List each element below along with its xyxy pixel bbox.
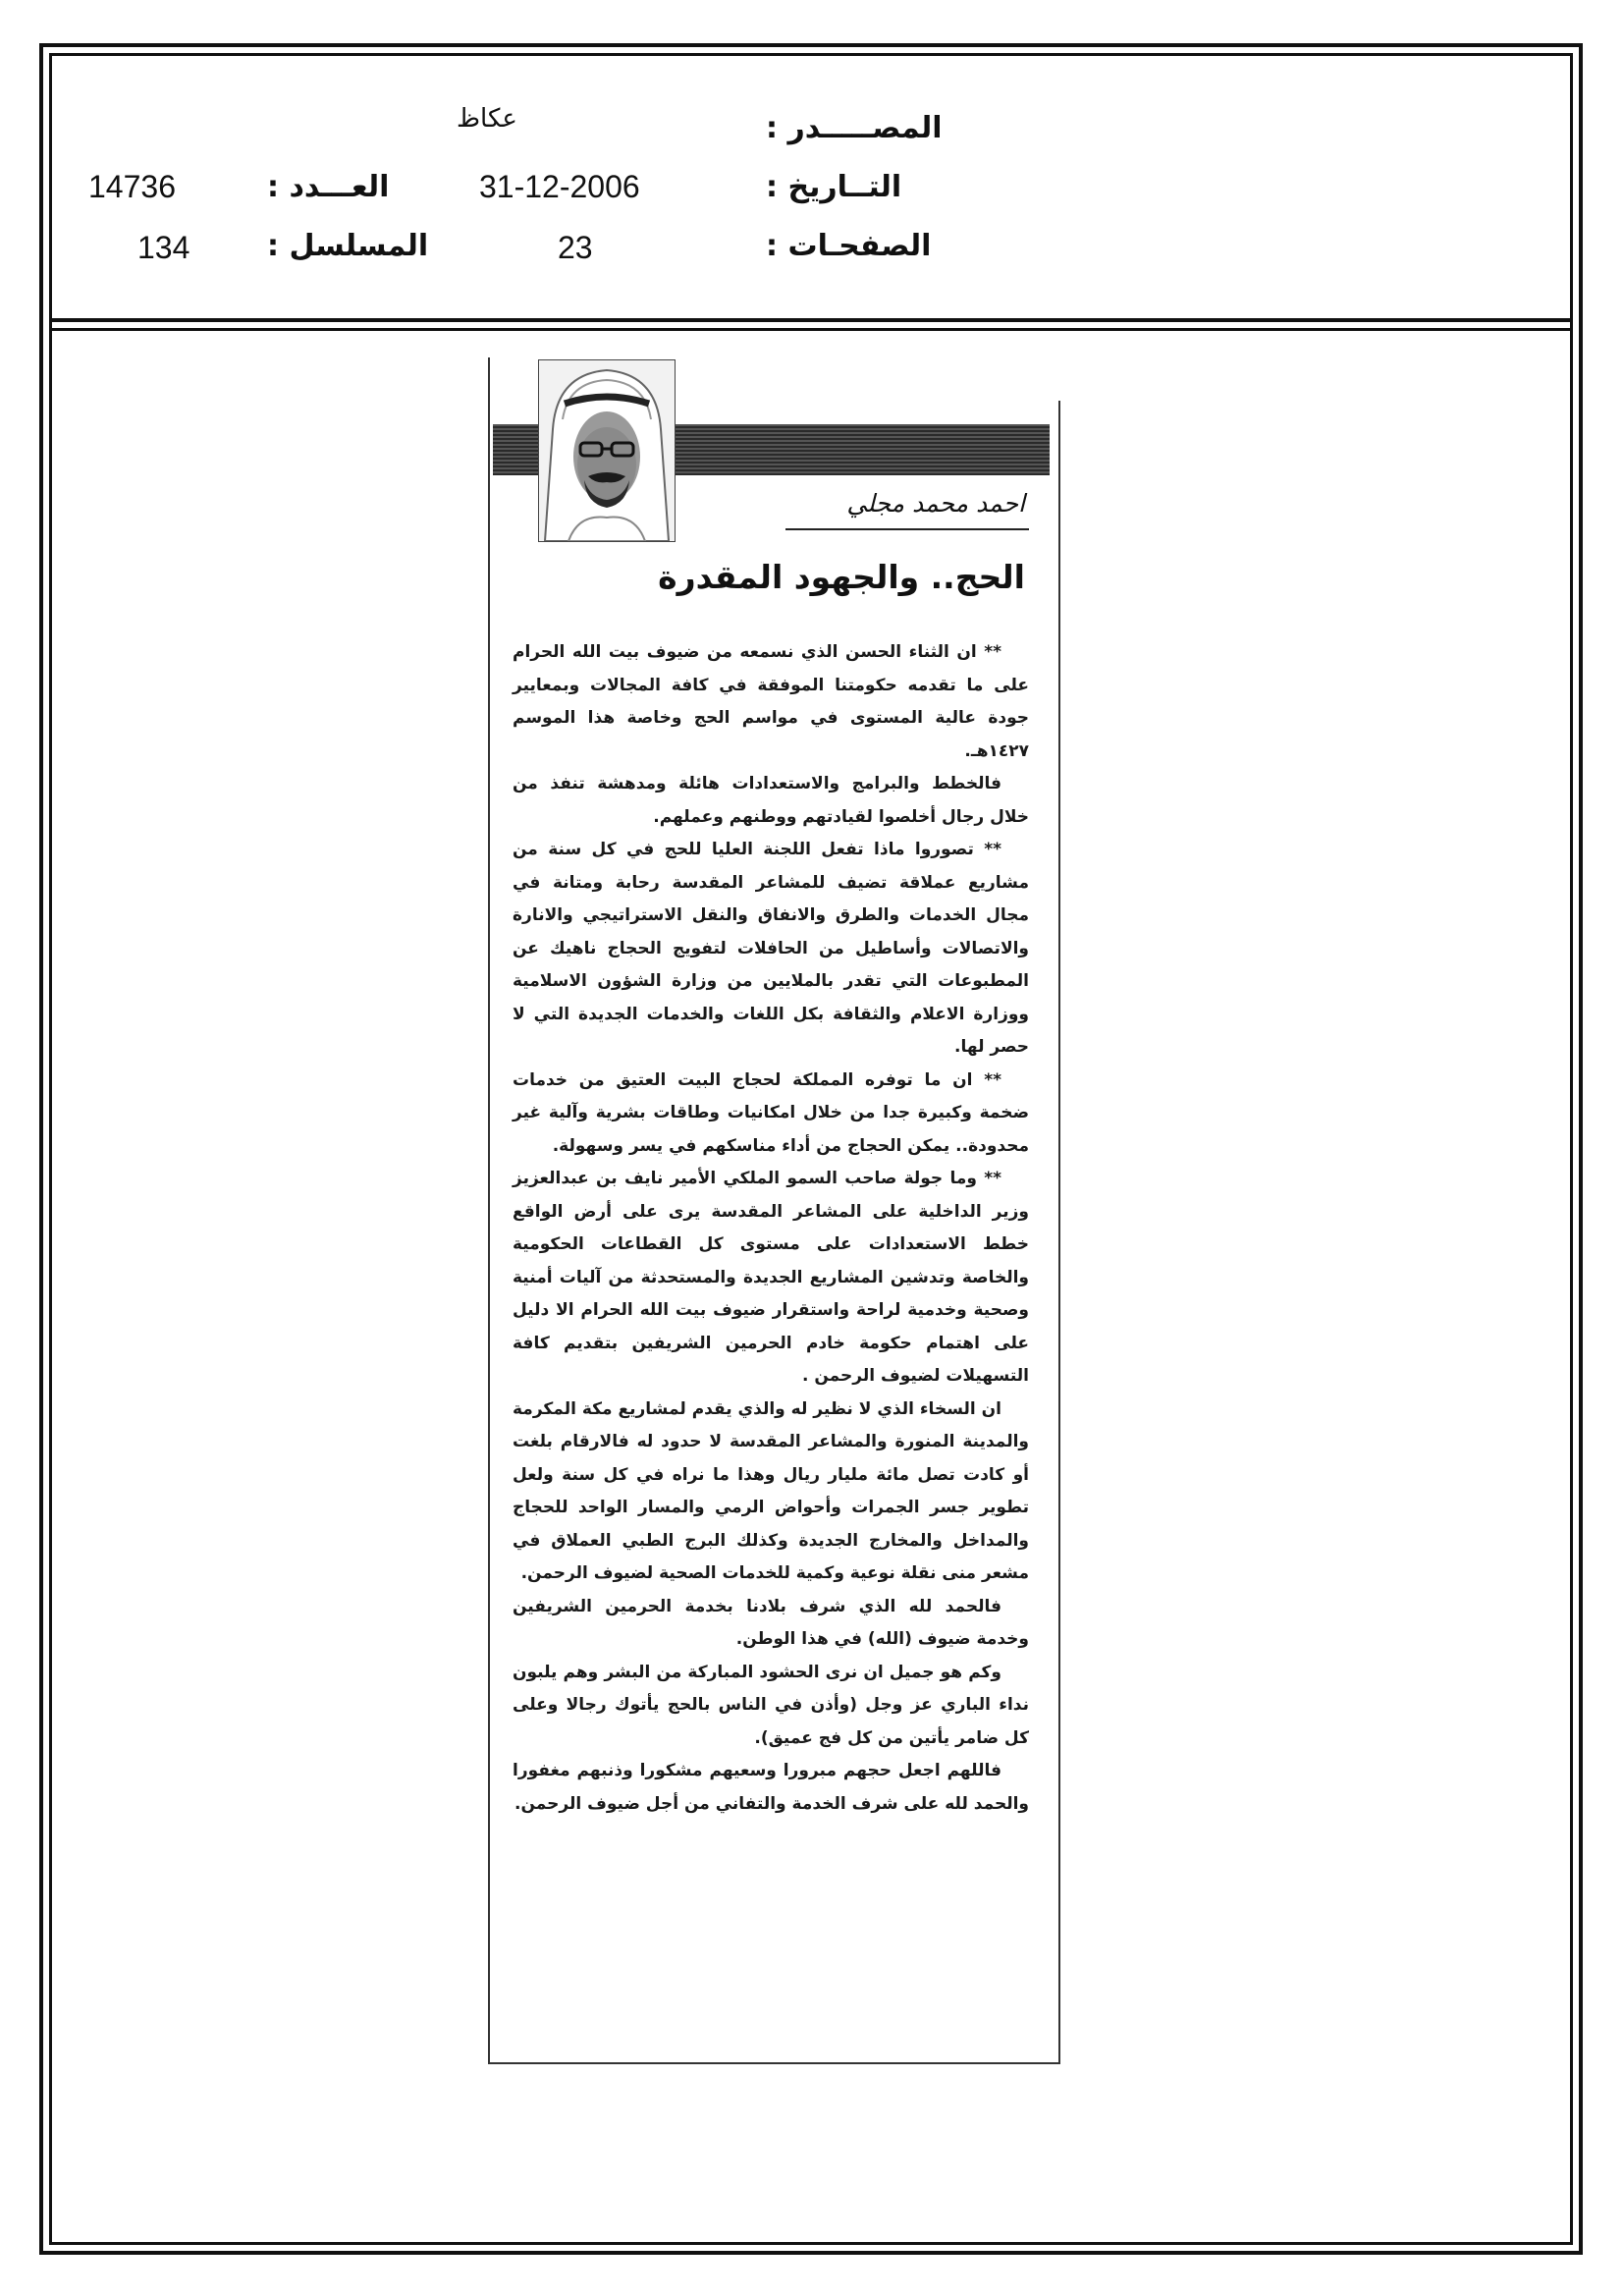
article-paragraph: ** ان ما توفره المملكة لحجاج البيت العتيق من خدمات ضخمة وكبيرة جدا من خلال امكانيات وطاقات بشرية وآلية غير محدودة.. يمكن الحجاج من أداء مناسكهم في يسر وسهولة. <box>513 1069 1029 1156</box>
article-paragraph: فالحمد لله الذي شرف بلادنا بخدمة الحرمين الشريفين وخدمة ضيوف (الله) في هذا الوطن. <box>513 1596 1029 1649</box>
serial-label: المسلسل : <box>267 229 429 263</box>
author-photo <box>538 359 676 542</box>
article-paragraph: ** تصوروا ماذا تفعل اللجنة العليا للحج في كل سنة من مشاريع عملاقة تضيف للمشاعر المقدسة رحابة ومتانة في مجال الخدمات والطرق والانفاق والنقل الاستراتيجي والانارة والاتصالات وأساطيل من الحافلات لتفويج الحجاج ناهيك عن المطبوعات التي تقدر بالملايين من وزارة الشؤون الاسلامية ووزارة الاعلام والثقافة بكل اللغات والخدمات الجديدة التي لا حصر لها. <box>513 840 1029 1057</box>
clipping-border-left <box>488 357 490 2064</box>
article-paragraph: ان السخاء الذي لا نظير له والذي يقدم لمشاريع مكة المكرمة والمدينة المنورة والمشاعر المقدسة لا حدود له فالارقام بلغت أو كادت تصل مائة مليار ريال وهذا ما نراه في كل سنة ولعل تطوير جسر الجمرات وأحواض الرمي والمسار الواحد للحجاج والمداخل والمخارج الجديدة وكذلك البرج الطبي العملاق في مشعر منى نقلة نوعية وكمية للخدمات الصحية لضيوف الرحمن. <box>513 1398 1029 1583</box>
issue-label: العـــدد : <box>267 170 390 204</box>
author-name: احمد محمد مجلي <box>846 489 1025 518</box>
clipping-border-right <box>1058 401 1060 2064</box>
article-paragraph: فاللهم اجعل حجهم مبرورا وسعيهم مشكورا وذنبهم مغفورا والحمد لله على شرف الخدمة والتفاني من أجل ضيوف الرحمن. <box>513 1761 1029 1814</box>
pages-label: الصفحـات : <box>766 229 932 263</box>
serial-value: 134 <box>137 230 190 265</box>
header-divider-inner <box>49 328 1573 331</box>
author-portrait-image <box>539 360 675 541</box>
header-divider <box>49 318 1573 322</box>
article-paragraph: ** ان الثناء الحسن الذي نسمعه من ضيوف بيت الله الحرام على ما تقدمه حكومتنا الموفقة في كافة المجالات وبمعايير جودة عالية المستوى في مواسم الحج وخاصة هذا الموسم ١٤٢٧هـ. <box>513 642 1029 761</box>
pages-value: 23 <box>558 230 593 265</box>
source-label: المصـــــدر : <box>766 111 943 145</box>
date-label: التــاريخ : <box>766 170 902 204</box>
clipping-border-bottom <box>488 2062 1060 2064</box>
article-paragraph: وكم هو جميل ان نرى الحشود المباركة من البشر وهم يلبون نداء الباري عز وجل (وأذن في الناس بالحج يأتوك رجالا وعلى كل ضامر يأتين من كل فج عميق). <box>513 1662 1029 1748</box>
issue-value: 14736 <box>88 169 176 204</box>
author-underline <box>785 528 1029 530</box>
article-paragraph: فالخطط والبرامج والاستعدادات هائلة ومدهشة تنفذ من خلال رجال أخلصوا لقيادتهم ووطنهم وعملهم. <box>513 774 1029 827</box>
article-paragraph: ** وما جولة صاحب السمو الملكي الأمير نايف بن عبدالعزيز وزير الداخلية على المشاعر المقدسة يرى على أرض الواقع خطط الاستعدادات على مستوى كل القطاعات الحكومية والخاصة وتدشين المشاريع الجديدة والمستحدثة من آليات أمنية وصحية وخدمية لراحة واستقرار ضيوف بيت الله الحرام الا دليل على اهتمام حكومة خادم الحرمين الشريفين بتقديم كافة التسهيلات لضيوف الرحمن . <box>513 1169 1029 1386</box>
date-value: 31-12-2006 <box>479 169 640 204</box>
article-body <box>513 636 1029 1821</box>
source-value: عكاظ <box>457 104 517 134</box>
article-headline: الحج.. والجهود المقدرة <box>658 558 1025 596</box>
